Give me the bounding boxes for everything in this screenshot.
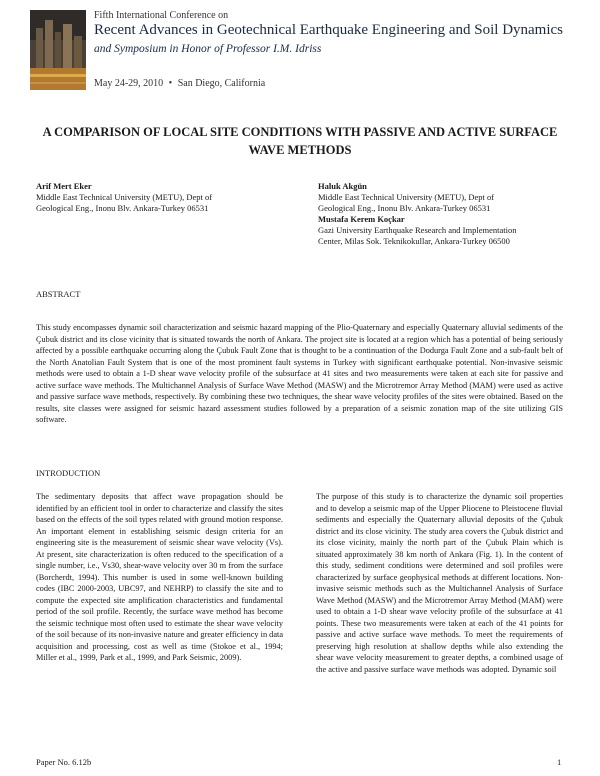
conference-location: San Diego, California — [177, 78, 266, 89]
conference-logo-image — [30, 10, 86, 90]
conference-date-location — [94, 78, 265, 89]
paper-title: A COMPARISON OF LOCAL SITE CONDITIONS WITH PASSIVE AND ACTIVE SURFACE WAVE METHODS — [42, 125, 558, 157]
abstract-heading: ABSTRACT — [36, 289, 81, 299]
conference-subtitle: and Symposium in Honor of Professor I.M. Idriss — [94, 43, 322, 55]
author-affiliation: Center, Milas Sok. Teknikokullar, Ankara-Turkey 06500 — [318, 236, 510, 246]
author-block — [36, 181, 296, 214]
abstract-text: This study encompasses dynamic soil characterization and seismic hazard mapping of the Plio-Quaternary and especially Quaternary alluvial sediments of the Çubuk district and its close vicinity that is situated towards the north of Ankara. The project site is located at a region which has a potential of being seriously affected by a possible earthquake occurring along the Çubuk Fault Zone that is thought to be a continuation of the Dodurga Fault Zone and a sub-fault belt of the North Anatolian Fault System that is one of the most prominent fault systems in Turkey with significant earthquake potential. Non-invasive seismic methods were used to obtain a 1-D shear wave velocity profile of the subsurface at 41 sites and two measurements were taken at each site for passive and active surface wave methods. The Multichannel Analysis of Surface Wave Method (MASW) and the Microtremor Array Method (MAM) were used as active and passive surface wave methods, respectively. By combining these two techniques, the shear wave velocity profiles of the sites were obtained. Based on the results, site classes were assigned for seismic hazard assessment studies followed by a preparation of a seismic zonation map of the site utilizing GIS software. — [36, 323, 563, 424]
author-affiliation: Middle East Technical University (METU), Dept of — [318, 192, 495, 202]
separator-dot: • — [168, 78, 173, 89]
author-affiliation: Geological Eng., Inonu Blv. Ankara-Turkey 06531 — [318, 203, 491, 213]
author-block — [318, 214, 578, 247]
author-affiliation: Middle East Technical University (METU), Dept of — [36, 192, 213, 202]
author-block — [318, 181, 578, 214]
conference-title: Recent Advances in Geotechnical Earthquake Engineering and Soil Dynamics — [94, 22, 564, 38]
author-name: Arif Mert Eker — [36, 181, 92, 191]
conference-date: May 24-29, 2010 — [94, 78, 164, 89]
author-affiliation: Geological Eng., Inonu Blv. Ankara-Turkey 06531 — [36, 203, 209, 213]
author-affiliation: Gazi University Earthquake Research and Implementation — [318, 225, 517, 235]
page-number: 1 — [557, 757, 562, 767]
author-name: Haluk Akgün — [318, 181, 367, 191]
introduction-column-left: The sedimentary deposits that affect wave propagation should be identified by an efficient tool in order to characterize and classify the sites based on the effects of the soil types related with ground motion response. An important element in establishing seismic design criteria for an engineering site is the measurement of seismic shear wave velocity (Vs). At present, site characterization is often reduced to the specification of a single number, i.e., Vs30, shear-wave velocity over 30 m from the surface (Borcherdt, 1994). This number is used in some well-known building codes (IBC 2000-2003, UBC97, and NEHRP) to classify the site and to compute the expected site amplification characteristics and fundamental period of the soil profile. Recently, the surface wave method has become the seismic technique most often used to estimate the shear wave velocity of the soil because of its non-invasive nature and greater efficiency in data acquisition and processing, cost as well as time (Stokoe et al., 1994; Miller et al., 1999, Park et al., 1999, and Park Seismic, 2009). — [36, 492, 283, 662]
introduction-heading: INTRODUCTION — [36, 468, 101, 478]
author-name: Mustafa Kerem Koçkar — [318, 214, 405, 224]
paper-number: Paper No. 6.12b — [36, 757, 92, 767]
introduction-column-right: The purpose of this study is to characterize the dynamic soil properties and to develop a seismic map of the Upper Pliocene to Pleistocene fluvial sediments and especially the Quaternary alluvial deposits of the Çubuk district and its close vicinity. The study area covers the Çubuk district and its close vicinity, mainly the north part of the Çubuk Plain which is situated approximately 38 km north of Ankara (Fig. 1). In the content of this study, sediment conditions were determined and soil profiles were characterized by surface geophysical methods at different locations. Non-invasive seismic methods such as the Multichannel Analysis of Surface Wave Method (MASW) and the Microtremor Array Method (MAM) were used to obtain a 1-D shear wave velocity profile of the subsurface at 41 points. These two measurements were taken at each of the 41 points for passive and active surface wave methods. To meet the requirements of preserving high resolution at shallow depths while also extending the shear wave velocity measurement to greater depths, a combined usage of the active and passive surface wave methods was adopted. Dynamic soil — [316, 492, 563, 674]
conference-line: Fifth International Conference on — [94, 10, 229, 21]
